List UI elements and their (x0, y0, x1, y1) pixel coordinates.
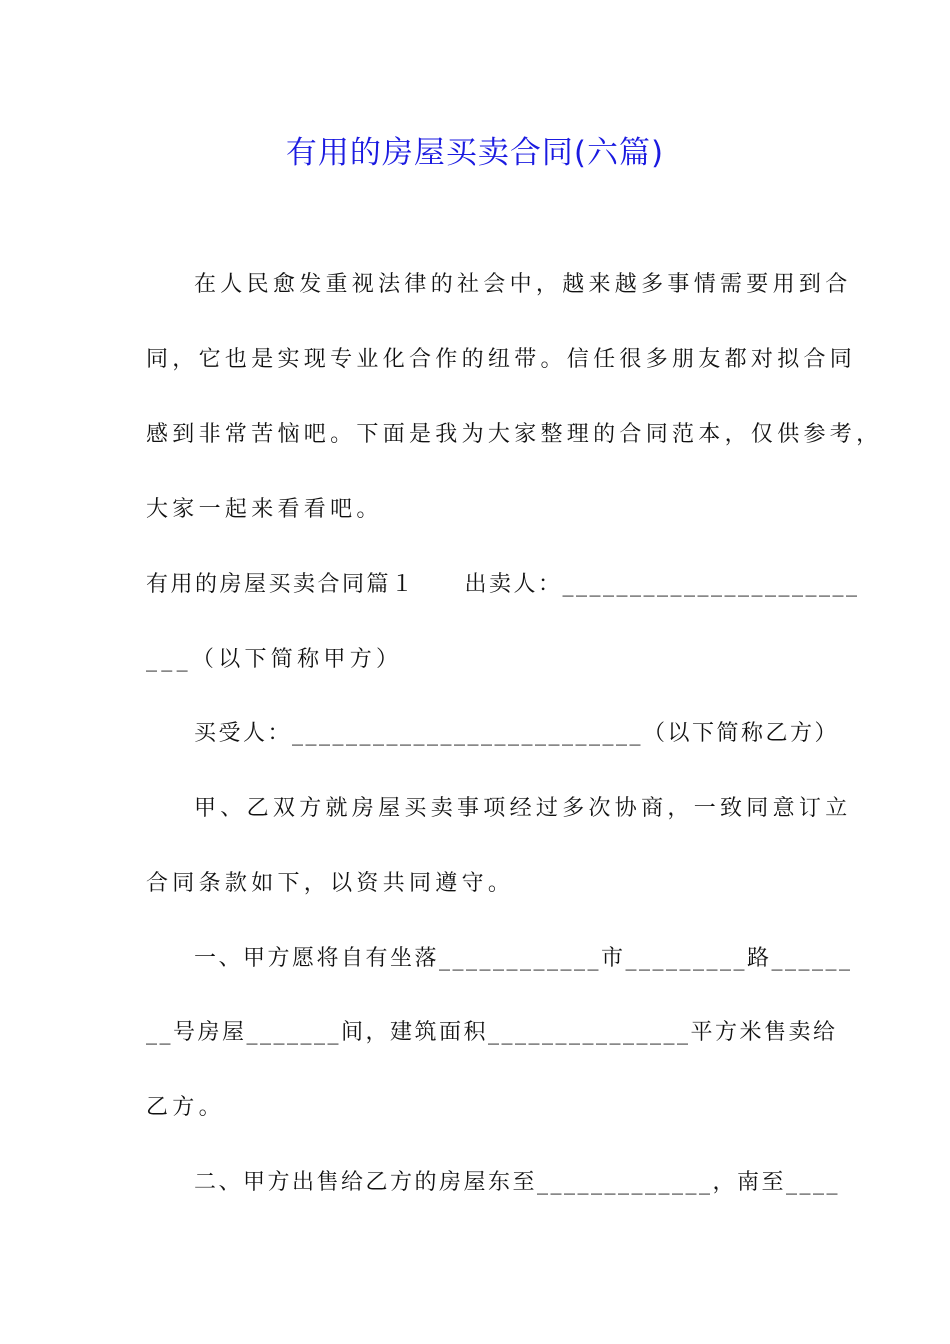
paragraph-line: 感到非常苦恼吧。下面是我为大家整理的合同范本，仅供参考， (146, 422, 883, 447)
paragraph-line: 甲、乙双方就房屋买卖事项经过多次协商，一致同意订立 (194, 796, 852, 821)
paragraph-line: 二、甲方出售给乙方的房屋东至_____________，南至____ (194, 1170, 841, 1195)
document-title: 有用的房屋买卖合同(六篇) (285, 135, 665, 171)
paragraph-line: __号房屋_______间，建筑面积_______________平方米售卖给 (146, 1020, 838, 1045)
paragraph-line: 一、甲方愿将自有坐落____________市_________路______ (194, 946, 853, 971)
paragraph-line: 合同条款如下，以资共同遵守。 (146, 871, 515, 896)
paragraph-line: 同，它也是实现专业化合作的纽带。信任很多朋友都对拟合同 (146, 347, 857, 372)
paragraph-line: 在人民愈发重视法律的社会中，越来越多事情需要用到合 (194, 272, 852, 297)
paragraph-line: 大家一起来看看吧。 (146, 497, 383, 522)
section-heading-line: 有用的房屋买卖合同篇１ 出卖人：______________________ (146, 572, 860, 597)
paragraph-line: 乙方。 (146, 1095, 225, 1120)
paragraph-line: ___（以下简称甲方） (146, 647, 403, 672)
paragraph-line: 买受人：__________________________（以下简称乙方） (194, 721, 840, 746)
